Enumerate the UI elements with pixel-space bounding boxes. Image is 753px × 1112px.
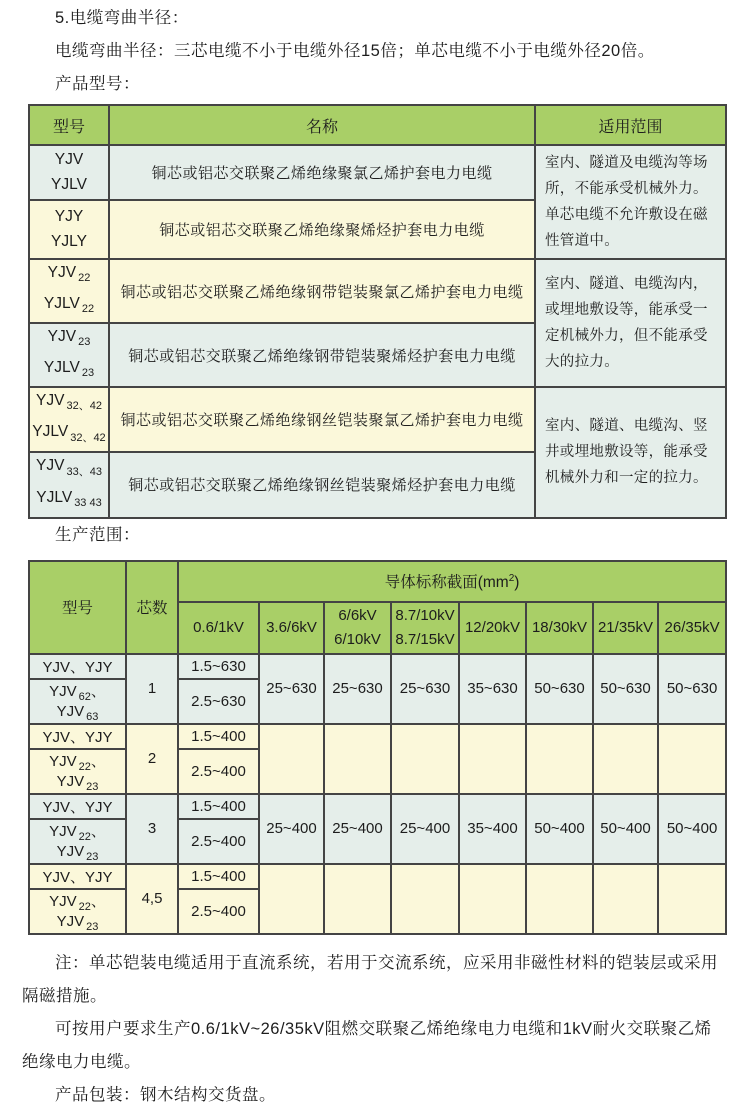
table-row <box>29 145 726 200</box>
table-row <box>29 724 726 749</box>
range-cell: 25~630 <box>259 654 324 724</box>
bend-radius-text: 电缆弯曲半径：三芯电缆不小于电缆外径15倍；单芯电缆不小于电缆外径20倍。 <box>55 42 655 60</box>
model-cell: YJV $_{22}$、YJV $_{23}$ <box>29 749 126 794</box>
model-cell: YJV $_{62}$、YJV $_{63}$ <box>29 679 126 724</box>
col-header-voltage: 3.6/6kV <box>259 602 324 654</box>
range-cell: 1.5~400 <box>178 794 259 819</box>
range-cell: 50~630 <box>658 654 726 724</box>
model-cell: YJV $_{33、43}$ YJLV $_{33 43}$ <box>29 452 109 518</box>
col-header-voltage: 26/35kV <box>658 602 726 654</box>
range-cell <box>324 724 391 794</box>
cores-cell: 3 <box>126 794 178 864</box>
range-cell <box>593 864 658 934</box>
range-cell <box>259 724 324 794</box>
cores-cell: 1 <box>126 654 178 724</box>
range-cell: 1.5~630 <box>178 654 259 679</box>
range-cell: 1.5~400 <box>178 864 259 889</box>
range-cell: 50~630 <box>593 654 658 724</box>
model-cell: YJV $_{22}$、YJV $_{23}$ <box>29 819 126 864</box>
note-custom-production: 可按用户要求生产0.6/1kV~26/35kV阻燃交联聚乙烯绝缘电力电缆和1kV耐火交联聚乙烯绝缘电力电缆。 <box>22 1019 712 1071</box>
range-cell <box>526 864 593 934</box>
col-header-voltage: 12/20kV <box>459 602 526 654</box>
scope-cell: 室内、隧道及电缆沟等场所，不能承受机械外力。单芯电缆不允许敷设在磁性管道中。 <box>535 145 726 259</box>
model-cell: YJV、YJY <box>29 654 126 679</box>
product-model-label: 产品型号： <box>55 75 140 93</box>
range-cell: 2.5~400 <box>178 819 259 864</box>
production-range-label: 生产范围： <box>55 525 140 544</box>
note-packaging: 产品包装：钢木结构交货盘。 <box>55 1085 276 1104</box>
col-header-scope: 适用范围 <box>535 105 726 145</box>
col-header-voltage: 6/6kV 6/10kV <box>324 602 391 654</box>
col-header-model: 型号 <box>29 105 109 145</box>
col-header-name: 名称 <box>109 105 535 145</box>
model-cell: YJY YJLY <box>29 200 109 259</box>
name-cell: 铜芯或铝芯交联聚乙烯绝缘钢带铠装聚氯乙烯护套电力电缆 <box>109 259 535 323</box>
model-cell: YJV YJLV <box>29 145 109 200</box>
col-header-cross-section: 导体标称截面$(mm^2)$ <box>178 561 726 602</box>
range-cell: 2.5~400 <box>178 889 259 934</box>
table-row <box>29 794 726 819</box>
table-row <box>29 864 726 889</box>
table-row <box>29 654 726 679</box>
model-cell: YJV $_{22}$ YJLV $_{22}$ <box>29 259 109 323</box>
name-cell: 铜芯或铝芯交联聚乙烯绝缘聚氯乙烯护套电力电缆 <box>109 145 535 200</box>
range-cell <box>459 724 526 794</box>
range-cell: 50~400 <box>526 794 593 864</box>
model-cell: YJV $_{22}$、YJV $_{23}$ <box>29 889 126 934</box>
col-header-voltage: 18/30kV <box>526 602 593 654</box>
section-heading: 5.电缆弯曲半径： <box>55 9 189 27</box>
product-model-table <box>28 104 727 519</box>
production-range-table <box>28 560 727 935</box>
range-cell: 50~400 <box>593 794 658 864</box>
notes-section <box>0 947 753 1112</box>
range-cell <box>324 864 391 934</box>
name-cell: 铜芯或铝芯交联聚乙烯绝缘钢丝铠装聚烯烃护套电力电缆 <box>109 452 535 518</box>
range-cell: 25~400 <box>324 794 391 864</box>
range-cell <box>459 864 526 934</box>
scope-cell: 室内、隧道、电缆沟、竖井或埋地敷设等，能承受机械外力和一定的拉力。 <box>535 387 726 517</box>
range-cell <box>391 864 459 934</box>
range-cell: 25~630 <box>324 654 391 724</box>
cores-cell: 4,5 <box>126 864 178 934</box>
col-header-cores: 芯数 <box>126 561 178 654</box>
col-header-model: 型号 <box>29 561 126 654</box>
name-cell: 铜芯或铝芯交联聚乙烯绝缘钢带铠装聚烯烃护套电力电缆 <box>109 323 535 387</box>
range-cell: 35~630 <box>459 654 526 724</box>
model-cell: YJV、YJY <box>29 724 126 749</box>
range-cell <box>658 864 726 934</box>
model-cell: YJV $_{23}$ YJLV $_{23}$ <box>29 323 109 387</box>
range-cell: 50~630 <box>526 654 593 724</box>
range-cell: 2.5~400 <box>178 749 259 794</box>
col-header-voltage: 8.7/10kV 8.7/15kV <box>391 602 459 654</box>
range-cell: 25~630 <box>391 654 459 724</box>
range-cell: 35~400 <box>459 794 526 864</box>
table-row <box>29 259 726 323</box>
table-row <box>29 387 726 451</box>
range-cell <box>259 864 324 934</box>
range-cell: 25~400 <box>391 794 459 864</box>
range-cell <box>526 724 593 794</box>
scope-cell: 室内、隧道、电缆沟内，或埋地敷设等，能承受一定机械外力，但不能承受大的拉力。 <box>535 259 726 387</box>
model-cell: YJV $_{32、42}$ YJLV $_{32、42}$ <box>29 387 109 451</box>
cores-cell: 2 <box>126 724 178 794</box>
model-cell: YJV、YJY <box>29 864 126 889</box>
name-cell: 铜芯或铝芯交联聚乙烯绝缘钢丝铠装聚氯乙烯护套电力电缆 <box>109 387 535 451</box>
col-header-voltage: 0.6/1kV <box>178 602 259 654</box>
model-cell: YJV、YJY <box>29 794 126 819</box>
range-cell: 25~400 <box>259 794 324 864</box>
name-cell: 铜芯或铝芯交联聚乙烯绝缘聚烯烃护套电力电缆 <box>109 200 535 259</box>
range-cell <box>593 724 658 794</box>
note-armored-cable: 注：单芯铠装电缆适用于直流系统，若用于交流系统，应采用非磁性材料的铠装层或采用隔磁措施。 <box>22 953 718 1005</box>
range-cell: 2.5~630 <box>178 679 259 724</box>
range-cell <box>658 724 726 794</box>
range-cell: 50~400 <box>658 794 726 864</box>
range-cell: 1.5~400 <box>178 724 259 749</box>
col-header-voltage: 21/35kV <box>593 602 658 654</box>
range-cell <box>391 724 459 794</box>
